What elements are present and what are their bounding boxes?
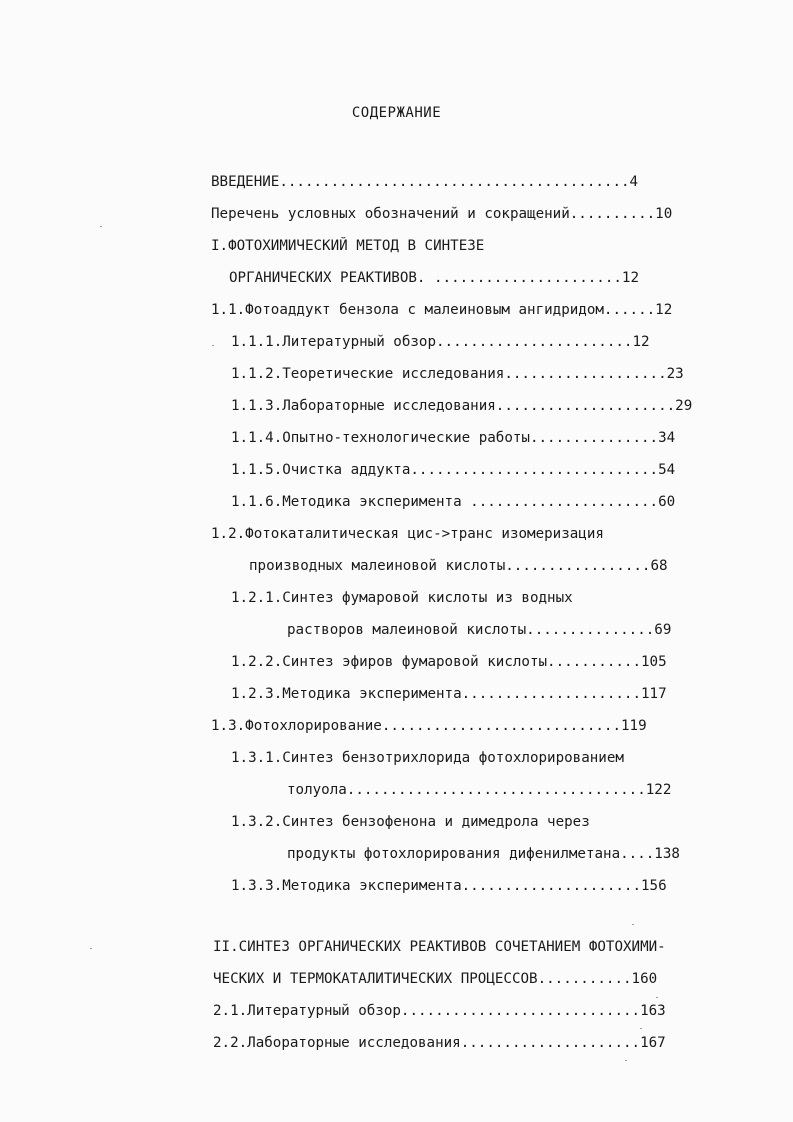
toc-entry-1-1-6: 1.1.6.Методика эксперимента ......................60 xyxy=(231,494,676,510)
toc-entry-chapter-1-title-cont: ОРГАНИЧЕСКИХ РЕАКТИВОВ. ......................12 xyxy=(229,270,639,286)
toc-entry-chapter-2-title: II.СИНТЕЗ ОРГАНИЧЕСКИХ РЕАКТИВОВ СОЧЕТАНИЕМ ФОТОХИМИ- xyxy=(213,939,666,955)
toc-entry-1-1-3: 1.1.3.Лабораторные исследования.....................29 xyxy=(231,398,693,414)
toc-entry-1-2-cont: производных малеиновой кислоты.................68 xyxy=(249,558,668,574)
toc-entry-introduction: ВВЕДЕНИЕ.........................................4 xyxy=(211,174,639,190)
toc-entry-1-1-5: 1.1.5.Очистка аддукта.............................54 xyxy=(231,462,676,478)
toc-entry-1-3-2-cont: продукты фотохлорирования дифенилметана....138 xyxy=(287,846,680,862)
toc-entry-1-3-1: 1.3.1.Синтез бензотрихлорида фотохлорированием xyxy=(231,750,624,766)
toc-entry-chapter-1-title: I.ФОТОХИМИЧЕСКИЙ МЕТОД В СИНТЕЗЕ xyxy=(211,238,485,254)
toc-entry-2-2: 2.2.Лабораторные исследования.....................167 xyxy=(213,1035,666,1051)
scan-speck xyxy=(640,1028,642,1029)
toc-entry-abbreviations: Перечень условных обозначений и сокращений..........10 xyxy=(211,206,673,222)
toc-entry-chapter-2-title-cont: ЧЕСКИХ И ТЕРМОКАТАЛИТИЧЕСКИХ ПРОЦЕССОВ...........160 xyxy=(213,971,658,987)
toc-entry-1-3-2: 1.3.2.Синтез бензофенона и димедрола через xyxy=(231,814,590,830)
scan-speck xyxy=(212,345,214,346)
scan-speck xyxy=(625,1060,627,1061)
scan-speck xyxy=(656,997,658,998)
scan-speck xyxy=(632,924,634,925)
scan-speck xyxy=(90,948,92,949)
toc-entry-1-1-4: 1.1.4.Опытно-технологические работы...............34 xyxy=(231,430,676,446)
toc-entry-1-1-2: 1.1.2.Теоретические исследования...................23 xyxy=(231,366,684,382)
toc-entry-1-1-1: 1.1.1.Литературный обзор.......................12 xyxy=(231,334,650,350)
toc-entry-1-2-3: 1.2.3.Методика эксперимента.....................117 xyxy=(231,686,667,702)
toc-entry-1-2: 1.2.Фотокаталитическая цис->транс изомеризация xyxy=(211,526,604,542)
toc-entry-1-3: 1.3.Фотохлорирование............................119 xyxy=(211,718,647,734)
scan-speck xyxy=(100,226,102,227)
toc-entry-2-1: 2.1.Литературный обзор............................163 xyxy=(213,1003,666,1019)
toc-entry-1-1: 1.1.Фотоаддукт бензола с малеиновым ангидридом......12 xyxy=(211,302,673,318)
toc-entry-1-2-1-cont: растворов малеиновой кислоты...............69 xyxy=(287,622,672,638)
toc-entry-1-3-3: 1.3.3.Методика эксперимента.....................156 xyxy=(231,878,667,894)
toc-entry-1-2-1: 1.2.1.Синтез фумаровой кислоты из водных xyxy=(231,590,573,606)
toc-entry-1-2-2: 1.2.2.Синтез эфиров фумаровой кислоты...........105 xyxy=(231,654,667,670)
page-title: СОДЕРЖАНИЕ xyxy=(351,105,442,121)
toc-entry-1-3-1-cont: толуола...................................122 xyxy=(287,782,672,798)
